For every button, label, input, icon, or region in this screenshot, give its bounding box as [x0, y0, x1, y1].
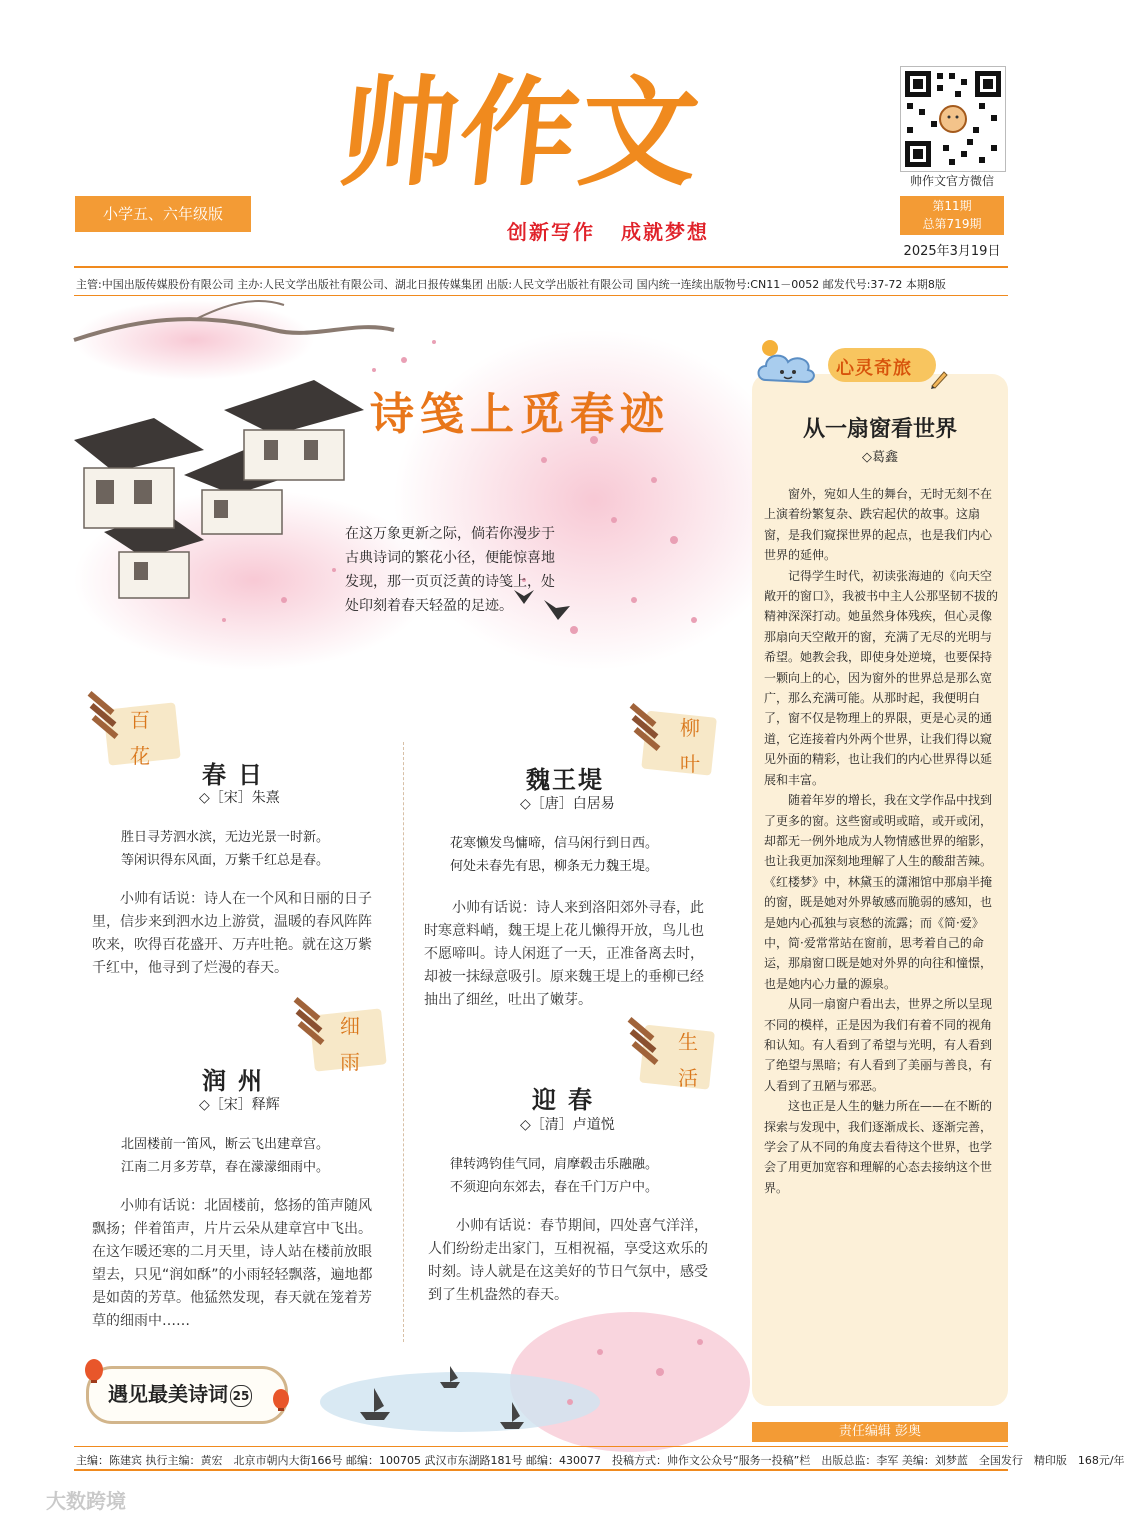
masthead-title: 帅作文: [332, 63, 708, 202]
issue-date: 2025年3月19日: [903, 244, 1001, 259]
lantern-icon: [272, 1388, 290, 1412]
essay-body: [764, 484, 1000, 1198]
essay-author: ◇葛鑫: [862, 450, 898, 465]
poem-title: 迎春: [532, 1086, 604, 1114]
poem-line: 不须迎向东郊去，春在千门万户中。: [450, 1180, 659, 1195]
poem-line: 胜日寻芳泗水滨，无边光景一时新。: [121, 830, 330, 845]
poem-author: ◇［宋］释辉: [199, 1097, 280, 1113]
poem-title: 春日: [202, 761, 274, 789]
commentary-label: 小帅有话说：: [456, 1218, 540, 1234]
poem-title: 润州: [202, 1067, 274, 1095]
commentary-text: 诗人在一个风和日丽的日子里，信步来到泗水边上游赏，温暖的春风阵阵吹来，吹得百花盛开、万卉吐艳。就在这万紫千红中，他寻到了烂漫的春天。: [92, 891, 372, 976]
hero-title: 诗笺上觅春迹: [370, 389, 670, 440]
top-rule: [74, 266, 1008, 268]
issue-badge: [900, 196, 1004, 235]
commentary-label: 小帅有话说：: [120, 1198, 204, 1214]
poem-line: 律转鸿钧佳气同，肩摩毂击乐融融。: [450, 1157, 659, 1172]
series-label: [108, 1378, 252, 1407]
qr-caption: 帅作文官方微信: [909, 174, 994, 188]
poem-tag-text: 百花: [130, 708, 150, 768]
essay-paragraph: 窗外，宛如人生的舞台，无时无刻不在上演着纷繁复杂、跌宕起伏的故事。这扇窗，是我们窥探世界的起点，也是我们内心世界的延伸。: [764, 487, 993, 563]
hero-illustration: [74, 300, 726, 700]
poem-line: 等闲识得东风面，万紫千红总是春。: [121, 853, 330, 868]
bottom-illustration: [300, 1312, 730, 1442]
poem-line: 北固楼前一笛风，断云飞出建章宫。: [121, 1137, 330, 1152]
column-divider: [403, 742, 404, 1342]
poem-commentary: [424, 897, 712, 1012]
poem-commentary: [428, 1215, 712, 1307]
grade-badge: 小学五、六年级版: [75, 196, 251, 232]
cloud-mascot-icon: [756, 336, 818, 388]
editor-credit: 责任编辑 彭奥: [752, 1422, 1008, 1442]
commentary-label: 小帅有话说：: [452, 900, 536, 916]
commentary-text: 北固楼前，悠扬的笛声随风飘扬；伴着笛声，片片云朵从建章宫中飞出。在这乍暖还寒的二月天里，诗人站在楼前放眼望去，只见“润如酥”的小雨轻轻飘落，遍地都是如茵的芳草。他猛然发现，春天就在笼着芳草的细雨中……: [92, 1198, 373, 1329]
series-title: 遇见最美诗词: [108, 1382, 228, 1406]
poem-commentary: [92, 888, 384, 980]
poem-line: 花寒懒发鸟慵啼，信马闲行到日西。: [450, 836, 659, 851]
essay-title: 从一扇窗看世界: [802, 417, 957, 442]
poem-tag-liuye: [628, 708, 728, 778]
total-issue-number: 总第719期: [922, 217, 982, 231]
lantern-icon: [84, 1358, 104, 1384]
poem-tag-text: 细雨: [340, 1014, 360, 1074]
series-number: 25: [230, 1385, 252, 1407]
issue-number: 第11期: [932, 199, 972, 213]
essay-paragraph: 这也正是人生的魅力所在——在不断的探索与发现中，我们逐渐成长、逐渐完善，学会了从不同的角度去看待这个世界，也学会了用更加宽容和理解的心态去接纳这个世界。: [764, 1099, 993, 1195]
poem-title: 魏王堤: [526, 766, 604, 794]
publication-info: 主管:中国出版传媒股份有限公司 主办:人民文学出版社有限公司、湖北日报传媒集团 出版:人民文学出版社有限公司 国内统一连续出版物号:CN11－0052 邮发代号:37-72 本期8版: [76, 278, 946, 291]
qr-code-icon[interactable]: [900, 66, 1006, 172]
top-rule-thin: [74, 295, 1008, 296]
column-header: 心灵奇旅: [836, 358, 912, 379]
commentary-text: 春节期间，四处喜气洋洋，人们纷纷走出家门，互相祝福，享受这欢乐的时刻。诗人就是在这美好的节日气氛中，感受到了生机盎然的春天。: [428, 1218, 708, 1303]
poem-tag-text: 柳叶: [680, 716, 700, 776]
commentary-label: 小帅有话说：: [120, 891, 204, 907]
poem-author: ◇［清］卢道悦: [520, 1117, 615, 1133]
poem-author: ◇［唐］白居易: [520, 796, 615, 812]
pencil-icon: [928, 368, 950, 390]
slogan: [507, 216, 735, 245]
essay-paragraph: 随着年岁的增长，我在文学作品中找到了更多的窗。这些窗或明或暗，或开或闭，却都无一例外地成为人物情感世界的缩影，也让我更加深刻地理解了人生的酸甜苦辣。《红楼梦》中，林黛玉的潇湘馆中那扇半掩的窗，既是她对外界敏感而脆弱的感知，也是她内心孤独与哀愁的流露；而《简·爱》中，简·爱常常站在窗前，思考着自己的命运，那扇窗口既是她对外界的向往和憧憬，也是她内心力量的源泉。: [764, 793, 993, 991]
hero-intro: 在这万象更新之际，倘若你漫步于古典诗词的繁花小径，便能惊喜地发现，那一页页泛黄的诗笺上，处处印刻着春天轻盈的足迹。: [345, 526, 555, 614]
essay-paragraph: 从同一扇窗户看出去，世界之所以呈现不同的模样，正是因为我们有着不同的视角和认知。有人看到了希望与光明，有人看到了绝望与黑暗；有人看到了美丽与善良，有人看到了丑陋与邪恶。: [764, 997, 993, 1093]
poem-tag-shenghuo: [626, 1022, 726, 1092]
footer-info: 主编：陈建宾 执行主编：黄宏 北京市朝内大街166号 邮编：100705 武汉市东湖路181号 邮编：430077 投稿方式：帅作文公众号“服务一投稿”栏 出版总监：李军 美编：刘梦蓝 全国发行 精印版 168元/年: [76, 1454, 1125, 1467]
slogan-part-1: 创新写作: [507, 220, 595, 244]
poem-line: 江南二月多芳草，春在濛濛细雨中。: [121, 1160, 330, 1175]
poem-author: ◇［宋］朱熹: [199, 790, 280, 806]
watermark: 大数跨境: [46, 1489, 126, 1513]
bottom-rule: [74, 1469, 1008, 1471]
commentary-text: 诗人来到洛阳郊外寻春，此时寒意料峭，魏王堤上花儿懒得开放，鸟儿也不愿啼叫。诗人闲逛了一天，正准备离去时，却被一抹绿意吸引。原来魏王堤上的垂柳已经抽出了细丝，吐出了嫩芽。: [424, 900, 704, 1008]
poem-line: 何处未春先有思，柳条无力魏王堤。: [450, 859, 659, 874]
poem-tag-text: 生活: [678, 1030, 698, 1090]
slogan-part-2: 成就梦想: [621, 220, 709, 244]
essay-paragraph: 记得学生时代，初读张海迪的《向天空敞开的窗口》，我被书中主人公那坚韧不拔的精神深深打动。她虽然身体残疾，但心灵像那扇向天空敞开的窗，充满了无尽的光明与希望。她教会我，即使身处逆境，也要保持一颗向上的心，因为窗外的世界总是那么宽广，那么充满可能。从那时起，我便明白了，窗不仅是物理上的界限，更是心灵的通道，它连接着内外两个世界，让我们得以窥见外面的精彩，也让我们的内心世界得以延展和丰富。: [764, 568, 999, 787]
bottom-rule-thin: [74, 1446, 1008, 1447]
